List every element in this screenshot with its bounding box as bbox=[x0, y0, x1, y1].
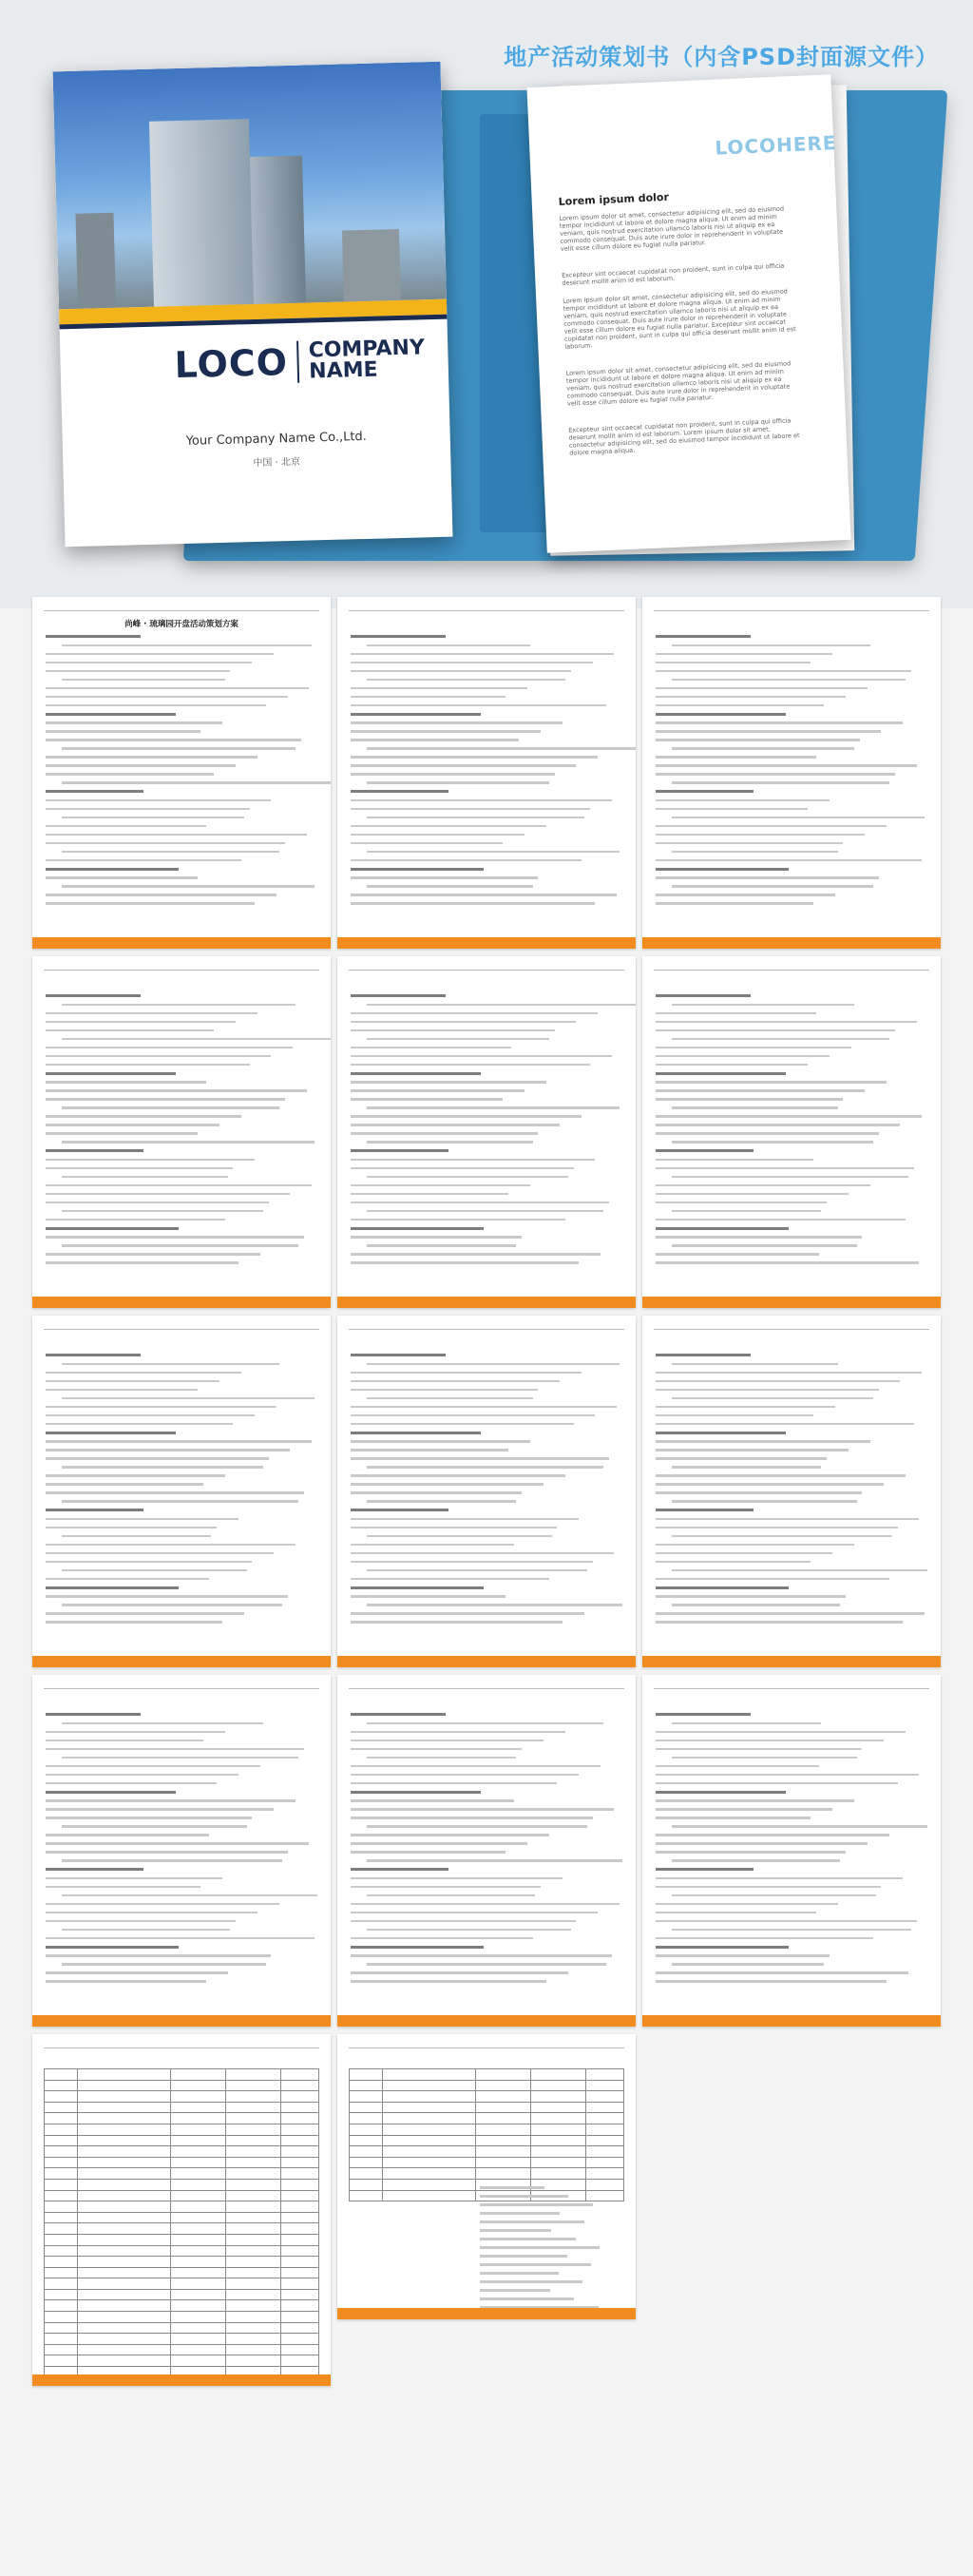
document-page bbox=[337, 597, 636, 949]
page-header-rule bbox=[349, 962, 624, 971]
page-footer-bar bbox=[642, 1656, 941, 1667]
page-footer-bar bbox=[337, 1656, 636, 1667]
page-text-block bbox=[46, 1713, 317, 2009]
page-header-rule bbox=[349, 603, 624, 611]
page-header-rule bbox=[44, 603, 319, 611]
document-page bbox=[32, 2034, 331, 2386]
letter-paragraph: Excepteur sint occaecat cupidatat non proident, sunt in culpa qui officia deserunt mollit anim id est laborum. bbox=[561, 261, 785, 287]
logo-line2: NAME bbox=[308, 357, 378, 384]
page-footer-bar bbox=[32, 1656, 331, 1667]
document-page bbox=[337, 2034, 636, 2319]
document-page bbox=[32, 1316, 331, 1667]
page-table bbox=[349, 2068, 624, 2201]
page-doc-title: 尚峰 · 琉璃园开盘活动策划方案 bbox=[124, 620, 238, 629]
document-page bbox=[337, 956, 636, 1308]
logo-line1: COMPANY bbox=[308, 336, 426, 363]
letter-sheet bbox=[526, 74, 850, 552]
page-header-rule bbox=[654, 603, 929, 611]
page-footer-bar bbox=[642, 2015, 941, 2027]
page-footer-bar bbox=[642, 1297, 941, 1308]
page-text-block bbox=[656, 635, 927, 932]
page-text-block bbox=[351, 1713, 622, 2009]
page-footer-bar bbox=[337, 2308, 636, 2319]
page-text-block bbox=[351, 635, 622, 932]
cover-city: 中国 · 北京 bbox=[253, 456, 301, 470]
brochure-cover bbox=[53, 62, 453, 548]
page-text-block bbox=[46, 635, 317, 932]
document-page bbox=[642, 956, 941, 1308]
letter-paragraph: Excepteur sint occaecat cupidatat non proident, sunt in culpa qui officia deserunt mollit anim id est laborum. Lorem ipsum dolor sit amet, consectetur adipisicing elit, sed do eiusmod tempor incididunt ut labore et dolore magna aliqua. bbox=[568, 416, 800, 457]
page-text-block bbox=[656, 1713, 927, 2009]
document-page bbox=[32, 956, 331, 1308]
page-header-rule bbox=[44, 962, 319, 971]
document-page bbox=[337, 1316, 636, 1667]
document-page bbox=[642, 1675, 941, 2027]
page-header-rule bbox=[654, 1681, 929, 1689]
hero-mockup bbox=[0, 0, 973, 608]
building-photo bbox=[53, 62, 447, 310]
letter-paragraph: Lorem ipsum dolor sit amet, consectetur adipisicing elit, sed do eiusmod tempor incididunt ut labore et dolore magna aliqua. Ut enim ad minim veniam, quis nostrud exercitation ullamco laboris nisi ut aliquip ex ea commodo consequat. Duis aute irure dolor in reprehenderit in voluptate velit esse cillum dolore eu fugiat nulla pariatur. bbox=[565, 359, 792, 408]
page-text-block bbox=[351, 1354, 622, 1650]
page-footer-bar bbox=[337, 1297, 636, 1308]
page-footer-bar bbox=[642, 937, 941, 949]
page-text-block bbox=[46, 994, 317, 1291]
page-text-block bbox=[656, 994, 927, 1291]
page-header-rule bbox=[44, 1681, 319, 1689]
document-page bbox=[642, 597, 941, 949]
letter-logo: LOCOHERE bbox=[714, 131, 838, 160]
document-page bbox=[32, 597, 331, 949]
letter-heading: Lorem ipsum dolor bbox=[558, 190, 670, 208]
cover-company-name: Your Company Name Co.,Ltd. bbox=[185, 429, 368, 449]
document-page bbox=[32, 1675, 331, 2027]
page-footer-bar bbox=[32, 1297, 331, 1308]
page-footer-bar bbox=[337, 2015, 636, 2027]
page-table bbox=[44, 2068, 319, 2386]
page-header-rule bbox=[44, 2040, 319, 2048]
page-header-rule bbox=[654, 1321, 929, 1330]
page-text-block bbox=[46, 1354, 317, 1650]
page-footer-bar bbox=[32, 2015, 331, 2027]
letter-paragraph: Lorem ipsum dolor sit amet, consectetur adipisicing elit, sed do eiusmod tempor incididunt ut labore et dolore magna aliqua. Ut enim ad minim veniam, quis nostrud exercitation ullamco laboris nisi ut aliquip ex ea commodo consequat. Duis aute irure dolor in reprehenderit in voluptate velit esse cillum dolore eu fugiat nulla pariatur. bbox=[559, 204, 785, 253]
page-header-rule bbox=[349, 2040, 624, 2048]
letter-paragraph: Lorem ipsum dolor sit amet, consectetur adipisicing elit, sed do eiusmod tempor incididunt ut labore et dolore magna aliqua. Ut enim ad minim veniam, quis nostrud exercitation ullamco laboris nisi ut aliquip ex ea commodo consequat. Duis aute irure dolor in reprehenderit in voluptate velit esse cillum dolore eu fugiat nulla pariatur. Excepteur sint occaecat cupidatat non proident, sunt in culpa qui officia deserunt mollit anim id est laborum. bbox=[563, 287, 796, 351]
page-footer-bar bbox=[337, 937, 636, 949]
page-text-block bbox=[656, 1354, 927, 1650]
page-title: 地产活动策划书（内含PSD封面源文件） bbox=[504, 44, 939, 70]
logo-divider bbox=[296, 341, 299, 383]
page-header-rule bbox=[44, 1321, 319, 1330]
page-header-rule bbox=[349, 1681, 624, 1689]
page-footer-bar bbox=[32, 2374, 331, 2386]
page-header-rule bbox=[654, 962, 929, 971]
page-footer-bar bbox=[32, 937, 331, 949]
page-text-block bbox=[351, 994, 622, 1291]
document-page bbox=[642, 1316, 941, 1667]
logo-wordmark: LOCO bbox=[174, 341, 289, 387]
cover-logo bbox=[174, 337, 426, 386]
page-header-rule bbox=[349, 1321, 624, 1330]
document-page bbox=[337, 1675, 636, 2027]
page-text-block bbox=[480, 2186, 622, 2302]
